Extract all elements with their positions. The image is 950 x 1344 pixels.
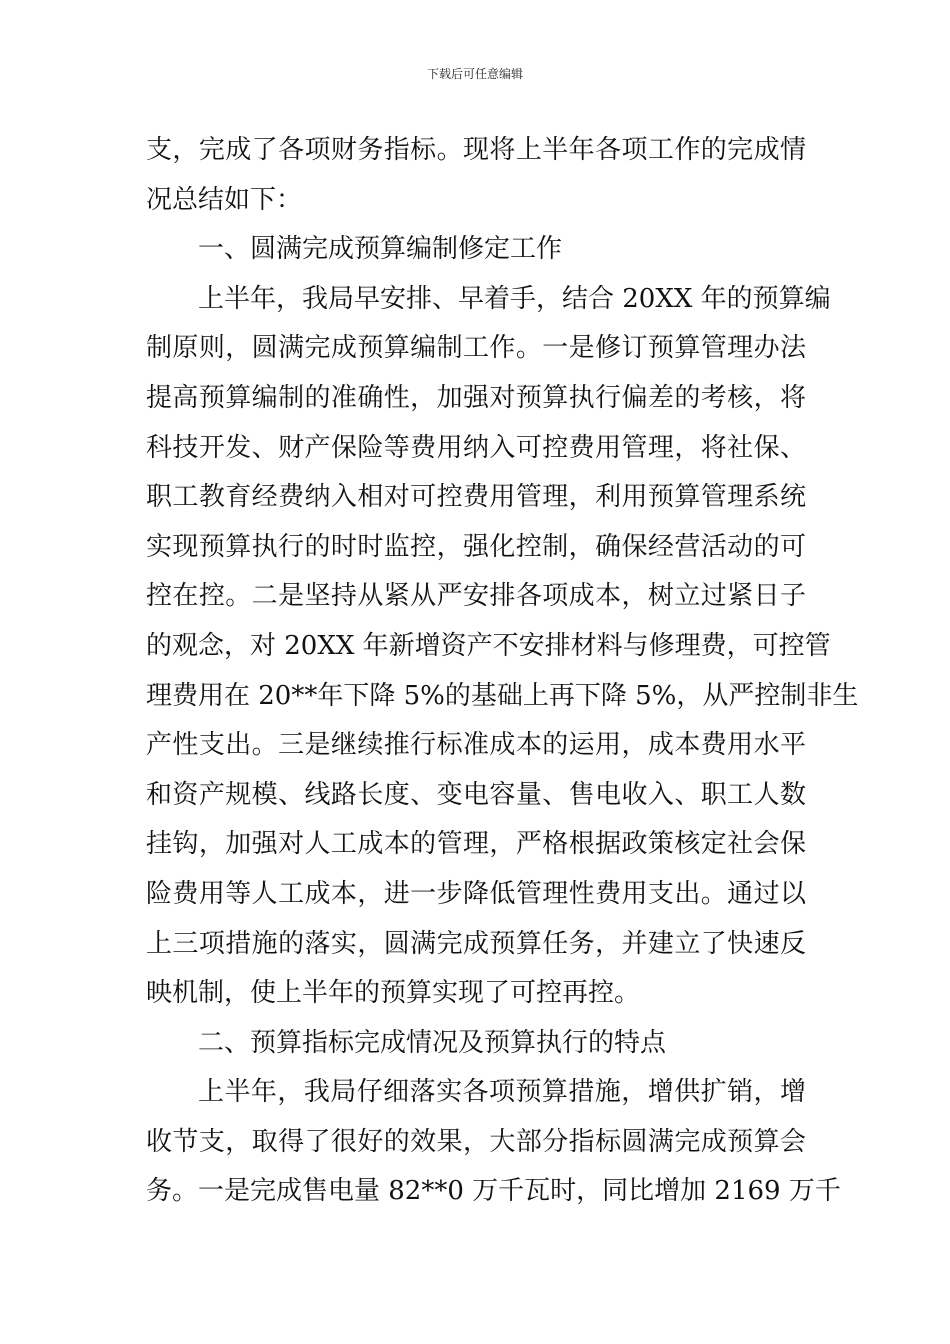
text-line: 上半年，我局早安排、早着手，结合 20XX 年的预算编 (198, 283, 831, 314)
text-line: 况总结如下： (146, 184, 303, 215)
text-line: 挂钩，加强对人工成本的管理，严格根据政策核定社会保 (146, 829, 806, 860)
page-header-note: 下载后可任意编辑 (426, 67, 523, 81)
text-line: 上三项措施的落实，圆满完成预算任务，并建立了快速反 (146, 928, 806, 959)
text-line: 二、预算指标完成情况及预算执行的特点 (198, 1027, 667, 1058)
text-line: 一、圆满完成预算编制修定工作 (198, 234, 563, 265)
text-line: 务。一是完成售电量 82**0 万千瓦时，同比增加 2169 万千 (146, 1176, 841, 1207)
text-line: 的观念，对 20XX 年新增资产不安排材料与修理费，可控管 (146, 630, 831, 661)
document-body (146, 126, 859, 1217)
text-line: 支，完成了各项财务指标。现将上半年各项工作的完成情 (146, 135, 806, 165)
text-line: 提高预算编制的准确性，加强对预算执行偏差的考核，将 (146, 382, 806, 413)
text-line: 和资产规模、线路长度、变电容量、售电收入、职工人数 (146, 779, 806, 810)
text-line: 理费用在 20**年下降 5%的基础上再下降 5%，从严控制非生 (146, 680, 859, 711)
text-line: 映机制，使上半年的预算实现了可控再控。 (146, 978, 641, 1009)
text-line: 科技开发、财产保险等费用纳入可控费用管理，将社保、 (146, 432, 806, 463)
text-line: 控在控。二是坚持从紧从严安排各项成本，树立过紧日子 (146, 581, 806, 612)
text-line: 上半年，我局仔细落实各项预算措施，增供扩销，增 (198, 1077, 806, 1108)
text-line: 制原则，圆满完成预算编制工作。一是修订预算管理办法 (146, 333, 806, 364)
text-line: 产性支出。三是继续推行标准成本的运用，成本费用水平 (146, 730, 806, 761)
text-line: 实现预算执行的时时监控，强化控制，确保经营活动的可 (146, 531, 806, 562)
text-line: 险费用等人工成本，进一步降低管理性费用支出。通过以 (146, 878, 806, 909)
text-line: 收节支，取得了很好的效果，大部分指标圆满完成预算会 (146, 1126, 806, 1157)
text-line: 职工教育经费纳入相对可控费用管理，利用预算管理系统 (146, 482, 806, 513)
